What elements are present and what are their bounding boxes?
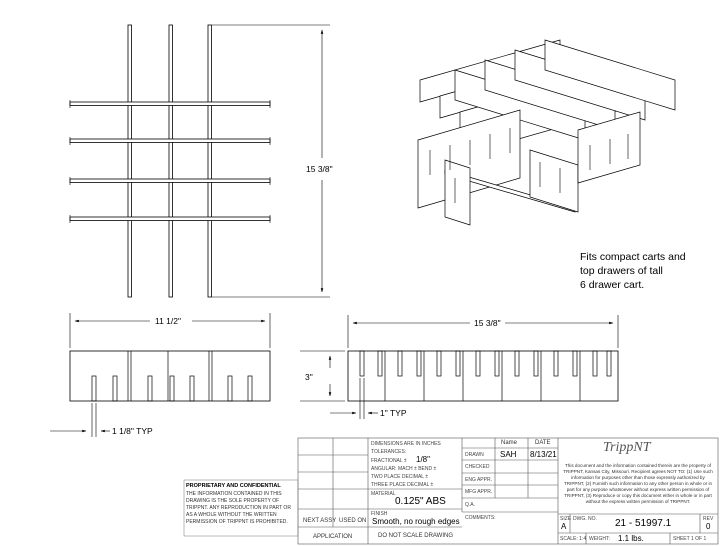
note-line-3: 6 drawer cart. [580, 279, 645, 291]
width-15-label: 15 3/8" [474, 318, 501, 328]
comments-label: COMMENTS: [465, 515, 496, 521]
mfg-appr-label: MFG APPR. [465, 489, 493, 495]
trippnt-logo: TrippNT [603, 440, 651, 455]
next-assy-label: NEXT ASSY [303, 518, 337, 524]
dim-top-height [212, 25, 330, 297]
checked-label: CHECKED [465, 464, 490, 470]
material-label: MATERIAL [371, 491, 396, 497]
tol-fractional-value: 1/8" [416, 455, 430, 464]
drawn-label: DRAWN [465, 452, 484, 458]
sheet-text: SHEET 1 OF 1 [673, 536, 707, 542]
qa-label: Q.A. [465, 502, 476, 508]
rev-value: 0 [706, 522, 711, 531]
rev-label: REV [703, 516, 714, 522]
note-line-2: top drawers of tall [580, 265, 663, 277]
drawn-date: 8/13/21 [530, 450, 557, 459]
do-not-scale: DO NOT SCALE DRAWING [378, 533, 454, 539]
used-on-label: USED ON [339, 518, 367, 524]
size-value: A [561, 522, 567, 531]
tol-angular: ANGULAR: MACH ± BEND ± [371, 466, 437, 472]
dwg-no-value: 21 - 51997.1 [615, 518, 672, 529]
drawn-name: SAH [500, 450, 517, 459]
width-11-label: 11 1/2" [155, 316, 182, 326]
weight-label: WEIGHT: [589, 536, 610, 542]
size-label: SIZE [560, 516, 572, 522]
finish-label: FINISH [371, 511, 388, 517]
eng-appr-label: ENG APPR. [465, 477, 492, 483]
tol-two-place: TWO PLACE DECIMAL ± [371, 474, 429, 480]
side-view-long [348, 351, 618, 401]
height-3-label: 3" [305, 372, 313, 382]
slot-width-label: 1" TYP [380, 408, 407, 418]
top-height-label: 15 3/8" [306, 164, 333, 174]
note-line-1: Fits compact carts and [580, 251, 686, 263]
tol-line-1: DIMENSIONS ARE IN INCHES [371, 441, 441, 447]
date-header: DATE [535, 440, 551, 446]
dim-slot-spacing [50, 403, 110, 437]
scale-text: SCALE: 1:4 [560, 536, 587, 542]
isometric-view [418, 40, 675, 225]
proprietary-title: PROPRIETARY AND CONFIDENTIAL [186, 483, 281, 489]
tol-fractional-label: FRACTIONAL ± [371, 458, 407, 464]
proprietary-text: THE INFORMATION CONTAINED IN THIS DRAWING IS THE SOLE PROPERTY OF TRIPPNT. ANY REPRODUCTION IN PART OR AS A WHOLE WITHOUT THE WRITTEN PERMISSION OF TRIPPNT IS PROHIBITED. [186, 491, 291, 525]
material-value: 0.125" ABS [395, 496, 446, 507]
finish-value: Smooth, no rough edges [372, 517, 460, 526]
tol-three-place: THREE PLACE DECIMAL ± [371, 482, 434, 488]
top-view-grid [70, 25, 270, 297]
dwg-no-label: DWG. NO. [573, 516, 597, 522]
application-label: APPLICATION [313, 534, 353, 540]
notice-text: This document and the information contained therein are the property of TRIPPNT, Kansas City, Missouri. Recipient agrees NOT TO: (1) Use such information for purposes other than those expressly authorized by TRIPPNT, (2) Furnish such information to any other person in whole or in part for any purpose whatsoever without express written permission of TRIPPNT, (3) Reproduce or copy this document either in whole or in part without the express written permission of TRIPPNT. [563, 463, 713, 504]
name-header: Name [501, 440, 518, 446]
slot-spacing-label: 1 1/8" TYP [112, 426, 153, 436]
fit-note [580, 250, 710, 292]
weight-value: 1.1 lbs. [618, 534, 644, 543]
tol-line-2: TOLERANCES: [371, 449, 407, 455]
